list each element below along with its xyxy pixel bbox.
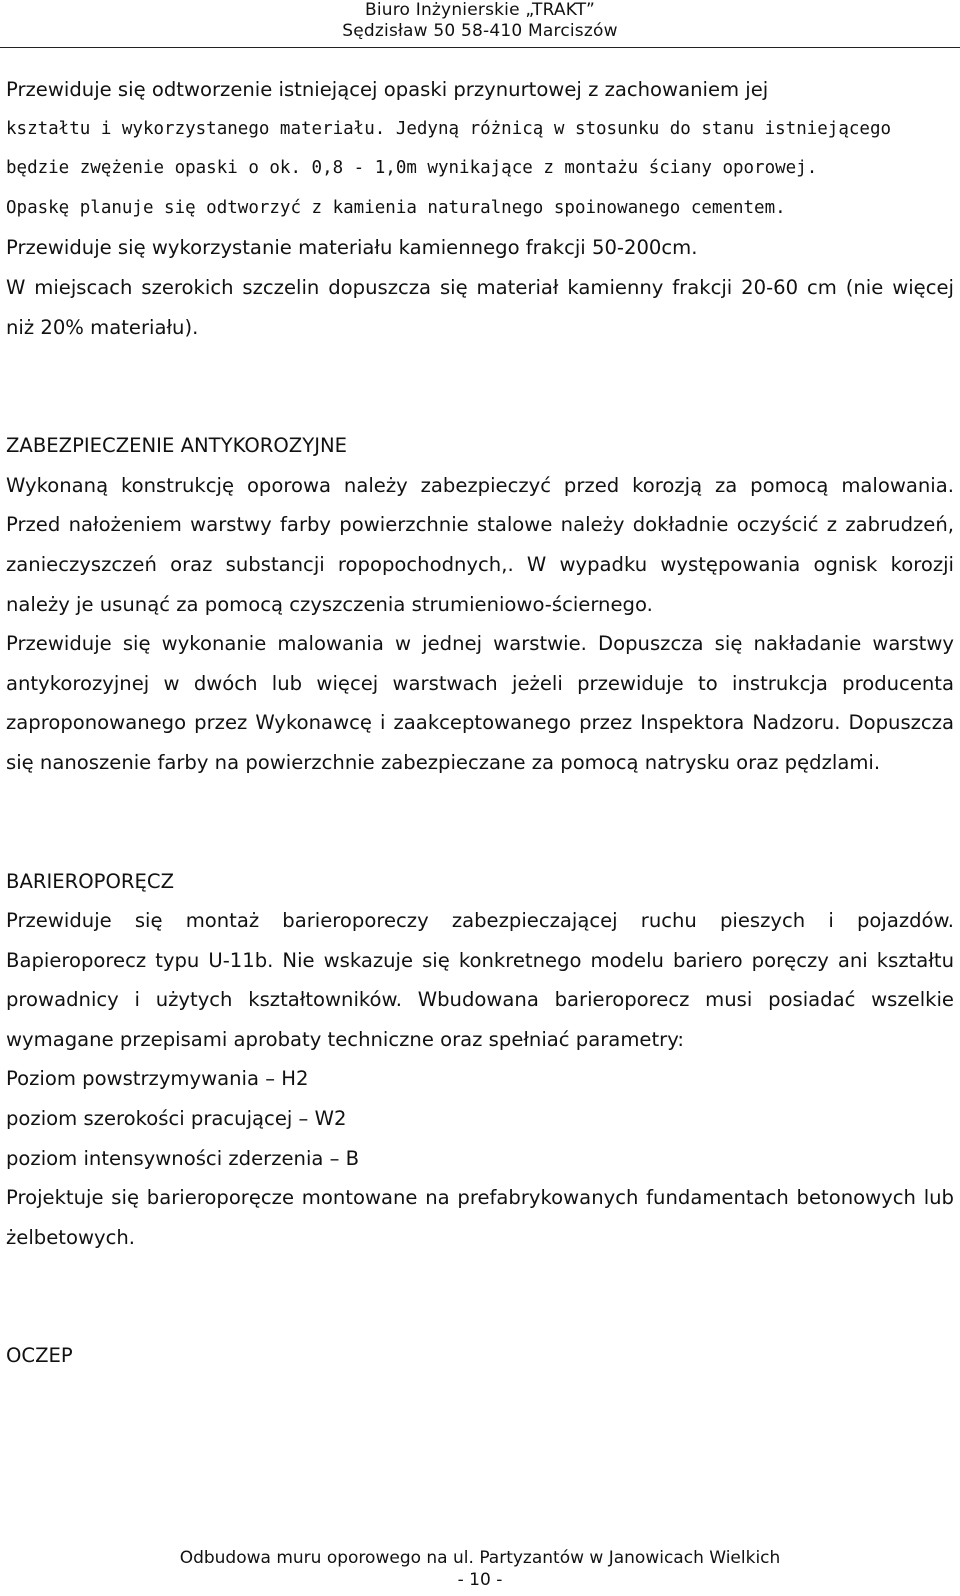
header-address: Sędzisław 50 58-410 Marciszów xyxy=(342,21,618,41)
section3-paragraph-1: Przewiduje się montaż barieroporeczy zabezpieczającej ruchu pieszych i pojazdów. Bapieroporecz typu U-11b. Nie wskazuje się konkretnego modelu bariero poręczy ani kształtu prowadnicy i użytych kształtowników. Wbudowana barieroporecz musi posiadać wszelkie wymagane przepisami aprobaty techniczne oraz spełniać parametry: xyxy=(6,909,954,1051)
section1-line-6: W miejscach szerokich szczelin dopuszcza się materiał kamienny frakcji 20-60 cm (nie więcej niż 20% materiału). xyxy=(6,275,954,339)
section-heading-oczep: OCZEP xyxy=(6,1344,73,1368)
section3-paragraph-2: Projektuje się barieroporęcze montowane na prefabrykowanych fundamentach betonowych lub żelbetowych. xyxy=(6,1186,954,1249)
spacer xyxy=(6,347,954,426)
document-body xyxy=(6,70,954,1376)
section1-line-2-text: kształtu i wykorzystanego materiału. Jedyną różnicą w stosunku do stanu istniejącego xyxy=(6,118,892,139)
parameter-working-width: poziom szerokości pracującej – W2 xyxy=(6,1107,347,1131)
header-company: Biuro Inżynierskie „TRAKT” xyxy=(364,0,596,20)
section1-line-5: Przewiduje się wykorzystanie materiału kamiennego frakcji 50-200cm. xyxy=(6,236,698,260)
section1-line-4: Opaskę planuje się odtworzyć z kamienia naturalnego spoinowanego cementem. xyxy=(6,197,786,218)
section1-line-2 xyxy=(6,110,954,150)
page-header xyxy=(0,0,960,42)
section-heading-barieroporecz: BARIEROPORĘCZ xyxy=(6,869,174,893)
header-divider xyxy=(0,47,960,48)
section1-line-1: Przewiduje się odtworzenie istniejącej opaski przynurtowej z zachowaniem jej xyxy=(6,78,769,101)
section-heading-antykorozyjne: ZABEZPIECZENIE ANTYKOROZYJNE xyxy=(6,434,348,458)
spacer xyxy=(6,1257,954,1336)
footer-project-title: Odbudowa muru oporowego na ul. Partyzantów w Janowicach Wielkich xyxy=(179,1548,781,1568)
footer-page-number: - 10 - xyxy=(457,1570,503,1590)
parameter-containment: Poziom powstrzymywania – H2 xyxy=(6,1067,309,1091)
section2-paragraph-2: Przewiduje się wykonanie malowania w jednej warstwie. Dopuszcza się nakładanie warstwy antykorozyjnej w dwóch lub więcej warstwach jeżeli przewiduje to instrukcja producenta zaproponowanego przez Wykonawcę i zaakceptowanego przez Inspektora Nadzoru. Dopuszcza się nanoszenie farby na powierzchnie zabezpieczane za pomocą natrysku oraz pędzlami. xyxy=(6,632,954,774)
parameter-impact-severity: poziom intensywności zderzenia – B xyxy=(6,1146,360,1170)
section1-line-3: będzie zwężenie opaski o ok. 0,8 - 1,0m wynikające z montażu ściany oporowej. xyxy=(6,158,818,179)
section2-paragraph-1: Wykonaną konstrukcję oporowa należy zabezpieczyć przed korozją za pomocą malowania. Przed nałożeniem warstwy farby powierzchnie stalowe należy dokładnie oczyścić z zabrudzeń, zanieczyszczeń oraz substancji ropopochodnych,. W wypadku występowania ognisk korozji należy je usunąć za pomocą czyszczenia strumieniowo-ściernego. xyxy=(6,473,954,616)
spacer xyxy=(6,783,954,862)
